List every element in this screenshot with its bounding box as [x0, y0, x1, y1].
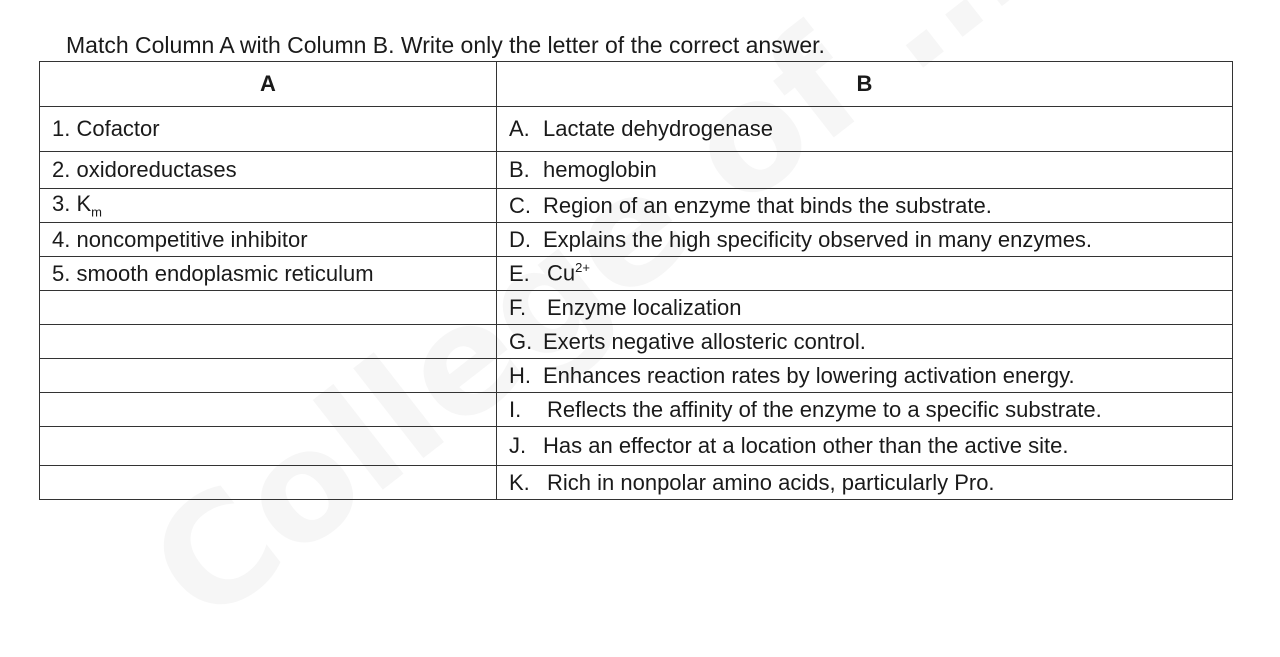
column-b-header: B [497, 62, 1233, 107]
column-a-header: A [40, 62, 497, 107]
table-row [40, 257, 1233, 291]
column-b-item: H. Enhances reaction rates by lowering activation energy. [497, 359, 1233, 393]
column-a-empty-cell [40, 393, 497, 427]
column-a-empty-cell [40, 427, 497, 466]
column-b-item: B. hemoglobin [497, 152, 1233, 189]
column-b-item: J. Has an effector at a location other than the active site. [497, 427, 1233, 466]
column-a-empty-cell [40, 325, 497, 359]
instruction-text: Match Column A with Column B. Write only the letter of the correct answer. [66, 32, 825, 58]
column-a-item: 5. smooth endoplasmic reticulum [40, 257, 497, 291]
column-b-item: F. Enzyme localization [497, 291, 1233, 325]
table-row [40, 466, 1233, 500]
table-row [40, 427, 1233, 466]
column-a-empty-cell [40, 291, 497, 325]
table-row [40, 189, 1233, 223]
column-a-item: 3. $K_m$ [40, 189, 497, 223]
table-row [40, 291, 1233, 325]
table-row [40, 325, 1233, 359]
table-row [40, 223, 1233, 257]
column-a-empty-cell [40, 466, 497, 500]
column-b-item: K. Rich in nonpolar amino acids, particularly Pro. [497, 466, 1233, 500]
table-row [40, 359, 1233, 393]
column-b-item: D. Explains the high specificity observed in many enzymes. [497, 223, 1233, 257]
column-a-item: 2. oxidoreductases [40, 152, 497, 189]
column-b-item: E. $Cu^{2+}$ [497, 257, 1233, 291]
table-row [40, 152, 1233, 189]
column-a-empty-cell [40, 359, 497, 393]
column-b-item: C. Region of an enzyme that binds the substrate. [497, 189, 1233, 223]
column-b-item: G. Exerts negative allosteric control. [497, 325, 1233, 359]
matching-table [39, 61, 1233, 500]
table-header-row [40, 62, 1233, 107]
column-a-item: 4. noncompetitive inhibitor [40, 223, 497, 257]
table-row [40, 107, 1233, 152]
column-a-item: 1. Cofactor [40, 107, 497, 152]
column-b-item: I. Reflects the affinity of the enzyme to a specific substrate. [497, 393, 1233, 427]
table-row [40, 393, 1233, 427]
column-b-item: A. Lactate dehydrogenase [497, 107, 1233, 152]
